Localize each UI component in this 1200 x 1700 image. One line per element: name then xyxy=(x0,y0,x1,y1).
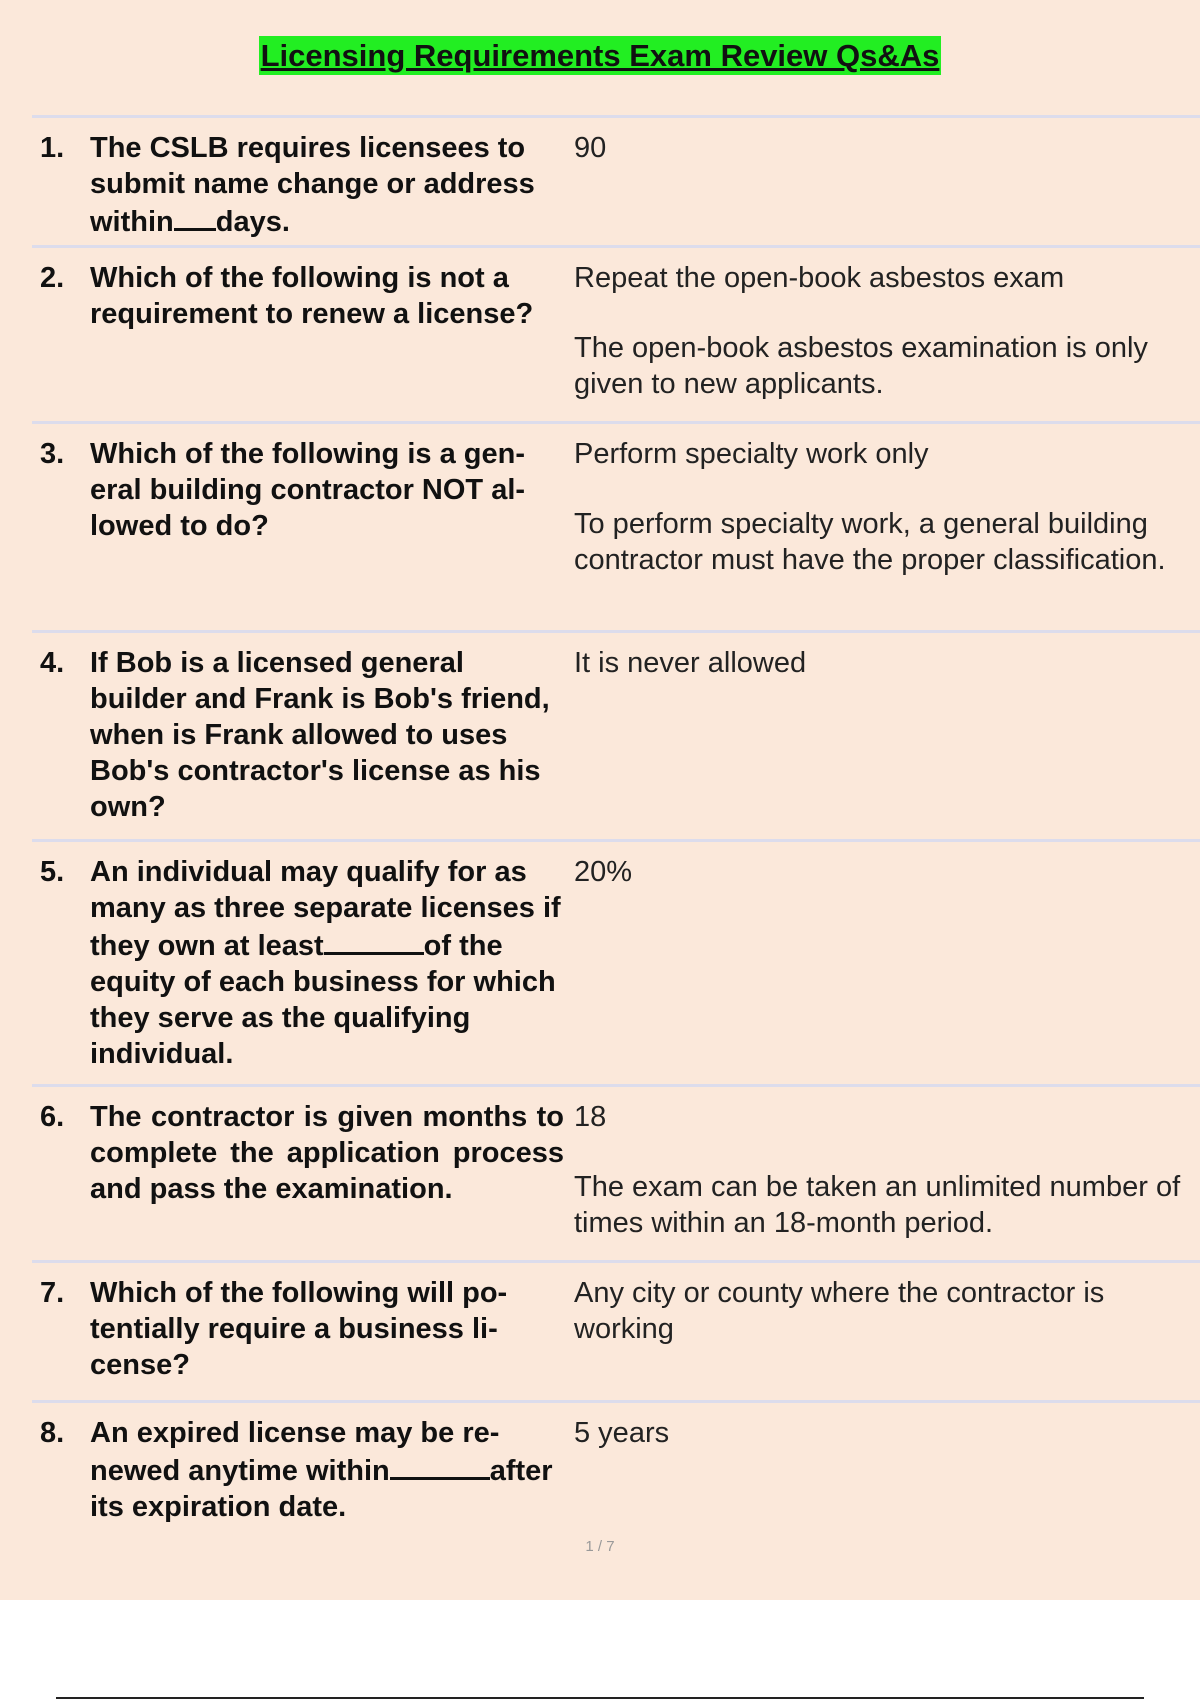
question-text xyxy=(90,260,570,405)
answer-cell xyxy=(570,1099,1200,1244)
question-text-part: days. xyxy=(215,206,290,238)
page-indicator: 1 / 7 xyxy=(585,1538,615,1555)
answer-cell xyxy=(570,260,1200,405)
answer-text: 5 years xyxy=(574,1417,670,1449)
qa-row xyxy=(32,1084,1200,1260)
question-text xyxy=(90,130,570,238)
question-text xyxy=(90,1415,570,1523)
question-text xyxy=(90,645,570,823)
question-text-part: The CSLB requires licensees to submit name change or address within xyxy=(90,132,535,238)
qa-row xyxy=(32,839,1200,1084)
question-text-part: Which of the following will potentially require a business license? xyxy=(90,1277,508,1381)
answer-cell xyxy=(570,436,1200,614)
question-number: 3. xyxy=(40,438,65,470)
answer-text: It is never allowed xyxy=(574,647,807,679)
question-text xyxy=(90,854,570,1068)
qa-row xyxy=(32,115,1200,245)
question-text xyxy=(90,1275,570,1384)
fill-in-blank xyxy=(324,926,424,955)
qa-row xyxy=(32,1400,1200,1530)
answer-explanation: The open-book asbestos examination is only given to new applicants. xyxy=(574,332,1148,400)
qa-row xyxy=(32,630,1200,839)
answer-cell xyxy=(570,130,1200,229)
question-text xyxy=(90,1099,570,1244)
question-text-part: Which of the following is a general building contractor NOT allowed to do? xyxy=(90,438,526,542)
question-text-part: Which of the following is not a requirement to renew a license? xyxy=(90,262,534,330)
qa-row xyxy=(32,1260,1200,1400)
question-text-part: If Bob is a licensed general builder and Frank is Bob's friend, when is Frank allowed to uses Bob's contractor's license as his own? xyxy=(90,647,550,823)
answer-text: Repeat the open-book asbestos exam xyxy=(574,262,1065,294)
question-text-part: An expired license may be renewed anytime within xyxy=(90,1417,500,1487)
qa-list xyxy=(32,115,1200,1530)
question-number: 8. xyxy=(40,1417,65,1449)
qa-row xyxy=(32,421,1200,630)
answer-explanation: To perform specialty work, a general building contractor must have the proper classification. xyxy=(574,508,1166,576)
answer-text: 90 xyxy=(574,132,607,164)
qa-row xyxy=(32,245,1200,421)
question-number: 5. xyxy=(40,856,65,888)
fill-in-blank xyxy=(174,202,216,231)
question-text-part: of the equity of each business for which they serve as the qualifying individual. xyxy=(90,930,556,1070)
question-number: 2. xyxy=(40,262,65,294)
answer-text: 20% xyxy=(574,856,633,888)
question-number: 4. xyxy=(40,647,65,679)
answer-cell xyxy=(570,854,1200,1068)
answer-text: 18 xyxy=(574,1101,607,1133)
answer-cell xyxy=(570,1415,1200,1514)
question-number: 6. xyxy=(40,1101,65,1133)
answer-cell xyxy=(570,645,1200,823)
question-number: 7. xyxy=(40,1277,65,1309)
question-text-part: An individual may qualify for as many as three separate licenses if they own at least xyxy=(90,856,561,962)
question-number: 1. xyxy=(40,132,65,164)
bottom-divider xyxy=(56,1697,1144,1699)
answer-cell xyxy=(570,1275,1200,1384)
fill-in-blank xyxy=(390,1451,490,1480)
answer-explanation: The exam can be taken an unlimited number of times within an 18-month period. xyxy=(574,1171,1181,1239)
document-title-wrap xyxy=(0,38,1200,74)
question-text-part: The contractor is given months to complete the application process and pass the examination. xyxy=(90,1101,564,1205)
document-title: Licensing Requirements Exam Review Qs&As xyxy=(260,38,940,73)
question-text xyxy=(90,436,570,614)
answer-text: Perform specialty work only xyxy=(574,438,929,470)
answer-text: Any city or county where the contractor is working xyxy=(574,1277,1105,1345)
question-text-part: after its expiration date. xyxy=(90,1455,553,1523)
